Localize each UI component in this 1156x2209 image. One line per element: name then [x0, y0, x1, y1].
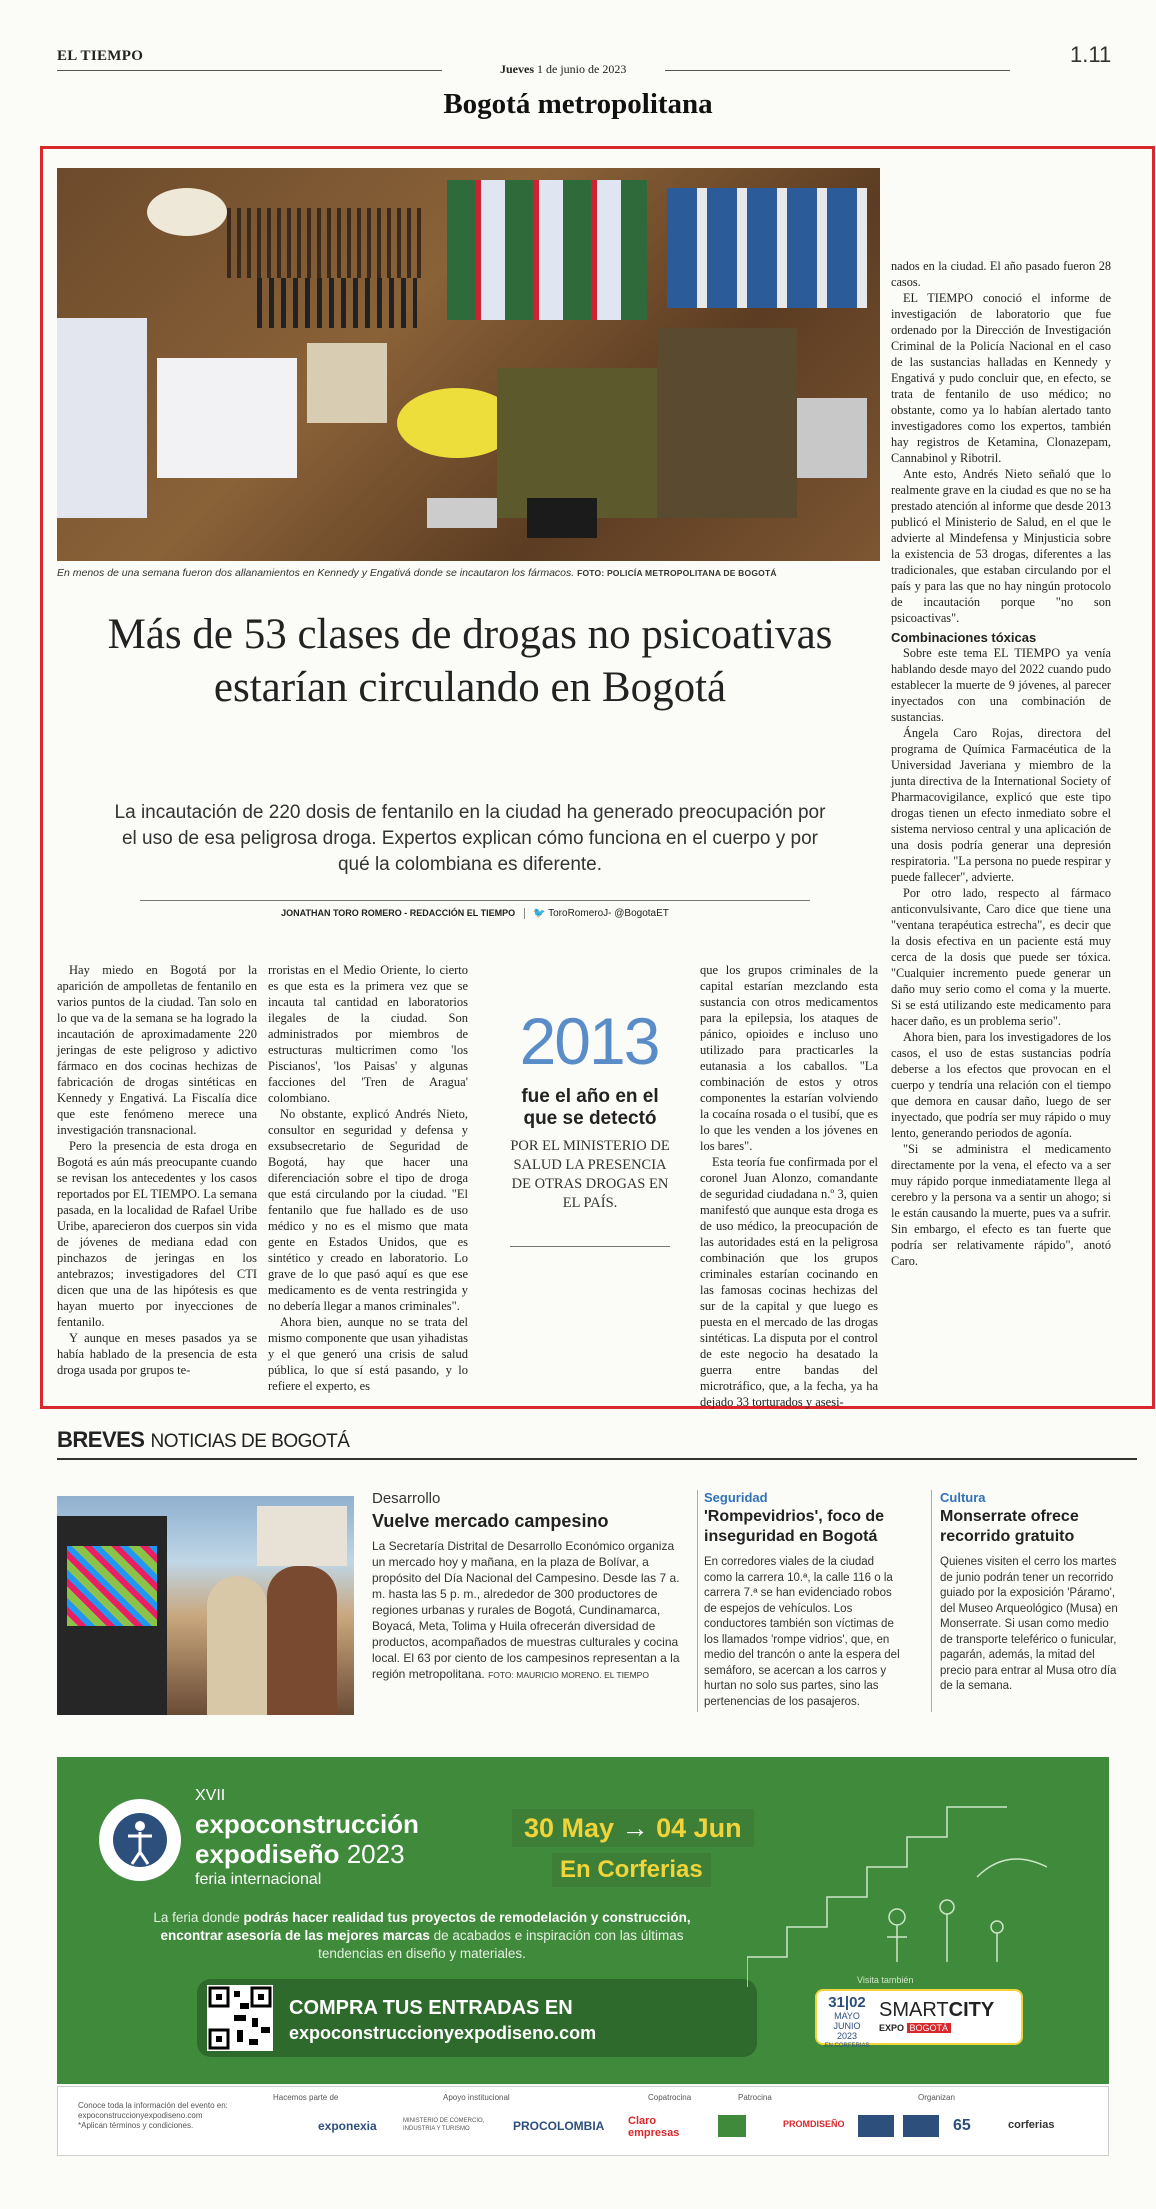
breve-title: 'Rompevidrios', foco de inseguridad en Bogotá — [704, 1508, 885, 1545]
breves-title: BREVES NOTICIAS DE BOGOTÁ — [57, 1427, 350, 1452]
ad-dates: 30 May → 04 Jun — [512, 1809, 754, 1847]
twitter-icon: 🐦 — [533, 908, 546, 919]
sponsor-label: Patrocina — [738, 2093, 772, 2102]
sponsor-logo-procolombia: PROCOLOMBIA — [513, 2119, 605, 2133]
breve-kicker: Desarrollo — [372, 1490, 441, 1507]
ad-url[interactable]: expoconstruccionyexpodiseno.com — [289, 2023, 597, 2043]
breve-title: Vuelve mercado campesino — [372, 1511, 609, 1531]
article-subhead: Combinaciones tóxicas — [891, 630, 1037, 645]
ad-venue: En Corferias — [552, 1853, 711, 1887]
header-rule-left — [57, 70, 442, 71]
pullquote-year: 2013 — [519, 1004, 659, 1078]
newspaper-brand: EL TIEMPO — [57, 48, 144, 64]
sponsor-label: Hacemos parte de — [273, 2093, 339, 2102]
sponsor-logo-claro: Claro empresas — [628, 2115, 680, 2139]
sponsor-logo-65: 65 — [953, 2117, 971, 2134]
sponsor-logo-mincomercio: MINISTERIO DE COMERCIO, INDUSTRIA Y TURISMO — [403, 2118, 485, 2132]
smartcity-pre: Visita también — [857, 1975, 914, 1985]
breve-desarrollo — [372, 1490, 687, 1683]
sponsor-label: Copatrocina — [648, 2093, 692, 2102]
article-headline: Más de 53 clases de drogas no psicoativas estarían circulando en Bogotá — [107, 611, 833, 711]
sponsor-logo-blue-1 — [858, 2115, 894, 2137]
article-column-2: rroristas en el Medio Oriente, lo cierto es que esta es la primera vez que se incauta tal cantidad en laboratorios ilegales de la ciudad. Son administrados por miembros de estructuras multicrimen como 'los Piscianos', 'los Paisas' y algunas facciones del 'Tren de Aragua' colombiano. No obstante, explicó Andrés Nieto, consultor en seguridad y defensa y exsubsecretario de Seguridad de Bogotá, hay que hacer una diferenciación sobre el tipo de droga que está circulando por la ciudad. "El fentanilo que fue hallado es de uso médico y no es el mismo que mata gente en Estados Unidos, que es sintético y creado en laboratorio. Lo grave de lo que pasó aquí es que ese medicamento es de venta restringida y no debería llegar a manos criminales". Ahora bien, aunque no se trata del mismo componente que usan yihadistas y el que generó una crisis de salud pública, lo que sí está pasando, y lo refiere el experto, es — [268, 963, 468, 1393]
photo-caption: En menos de una semana fueron dos allanamientos en Kennedy y Engativá donde se incautaron los fármacos. FOTO: POLICÍA METROPOLITANA DE BOGOTÁ — [57, 567, 777, 579]
breves-separator — [697, 1490, 698, 1712]
breve-body: Quienes visiten el cerro los martes de junio podrán tener un recorrido guiado por la exposición 'Páramo', del Museo Arqueológico (Musa) en Monserrate. Si usan como medio de transporte teleférico o funicular, pagarán, además, la mitad del precio para entrar al Musa otro día de la semana. — [940, 1556, 1118, 1692]
ad-name-1: expoconstrucción — [195, 1809, 419, 1839]
smartcity-expo: EXPO BOGOTÁ — [879, 2023, 951, 2033]
breves-photo — [57, 1496, 354, 1715]
sponsor-label: Apoyo institucional — [443, 2093, 510, 2102]
breve-title: Monserrate ofrece recorrido gratuito — [940, 1508, 1079, 1545]
article-column-4: nados en la ciudad. El año pasado fueron 28 casos. EL TIEMPO conoció el informe de investigación de laboratorio que fue ordenado por la Dirección de Investigación Criminal de la Policía Nacional en el caso de las sustancias halladas en Kennedy y Engativá y pudo concluir que, en efecto, se trata de fentanilo de uso médico; no obstante, como ya lo habían alertado tanto investigadores como los expertos, también hay registros de Ketamina, Clonazepam, Cannabinol y Ribotril. Ante esto, Andrés Nieto señaló que lo realmente grave en la ciudad es que no se ha prestado atención al informe que desde 2013 publicó el Ministerio de Salud, en el que le advierte al Mindefensa y Minjusticia sobre la existencia de 53 drogas, diferentes a las tradicionales, que estaban circulando por el país y para las que no hay ningún protocolo de incautación porque "no son psicoactivas". Combinaciones tóxicas Sobre este tema EL TIEMPO ya venía hablando desde mayo del 2022 cuando pudo establecer la muerte de 9 jóvenes, al parecer inyectados con una combinación de sustancias. Ángela Caro Rojas, directora del programa de Química Farmacéutica de la Universidad Javeriana y miembro de la junta directiva de la International Society of Pharmacovigilance, explicó que este tipo drogas tienen un efecto inmediato sobre el sistema nervioso central y una aplicación de una dosis podría generar una depresión respiratoria. "La persona no puede respirar y puede fallecer", advierte. Por otro lado, respecto al fármaco anticonvulsivante, Caro dice que tiene una "ventana terapéutica estrecha", es decir que la dosis efectiva en un paciente está muy cerca de la dosis que puede ser tóxica. "Cualquier incremento puede generar un daño muy serio como el coma y la muerte. Si se está utilizando este medicamento para hacer daño, es un problema serio". Ahora bien, para los investigadores de los casos, el uso de estas sustancias podría deberse a los efectos que provocan en el cuerpo y tendría una relación con el tiempo que demora en causar daño, luego de ser inyectado, que podría ser muy rápido o muy lento, generando periodos de agonía. "Si se administra el medicamento directamente por la vena, el efecto va a ser muy rápido porque inmediatamente llega al cerebro y la persona va a sentir un ahogo; si le están causando la muerte, pues va a sufrir. Sin embargo, el efecto es tan fuerte que podría ser relativamente rápido", anotó Caro. — [891, 259, 1111, 1268]
ad-pitch: La feria donde podrás hacer realidad tus proyectos de remodelación y construcción, encontrar asesoría de las mejores marcas de acabados e inspiración con las últimas tendencias en diseño y materiales. — [153, 1910, 691, 1961]
byline: JONATHAN TORO ROMERO - REDACCIÓN EL TIEMPO 🐦 ToroRomeroJ- @BogotaET — [281, 908, 669, 919]
sponsor-logo-blue-2 — [903, 2115, 939, 2137]
ad-cta-label: COMPRA TUS ENTRADAS EN — [289, 1997, 573, 2019]
pullquote-sub: POR EL MINISTERIO DE SALUD LA PRESENCIA DE OTRAS DROGAS EN EL PAÍS. — [510, 1138, 670, 1211]
breve-body: En corredores viales de la ciudad como la carrera 10.ª, la calle 116 o la carrera 7.ª se han evidenciado robos de espejos de vehículos. Los conductores también son víctimas de los llamados 'rompe vidrios', que, en medio del trancón o ante la espera del semáforo, se acercan a los carros y hurtan no solo sus partes, sino las pertenencias de los pasajeros. — [704, 1556, 900, 1708]
figure-logo-icon — [99, 1799, 181, 1881]
section-title: Bogotá metropolitana — [443, 88, 713, 120]
twitter-handle[interactable]: ToroRomeroJ- @BogotaET — [548, 908, 669, 919]
ad-line-art — [747, 1787, 1097, 1987]
ad-subtitle: feria internacional — [195, 1871, 322, 1888]
pullquote-bold: fue el año en el que se detectó — [521, 1086, 659, 1129]
expoconstruccion-ad[interactable] — [57, 1757, 1109, 2084]
breve-kicker: Cultura — [940, 1490, 986, 1505]
article-photo — [57, 168, 880, 561]
photo-credit: FOTO: POLICÍA METROPOLITANA DE BOGOTÁ — [577, 568, 777, 578]
pullquote-rule — [510, 1246, 670, 1247]
breve-seguridad — [704, 1490, 904, 1710]
smartcity-logo: SMARTCITY — [879, 1999, 995, 2021]
ad-name-2: expodiseño 2023 — [195, 1839, 405, 1869]
sponsor-logo-corferias: corferias — [1008, 2119, 1055, 2131]
sponsor-note: Conoce toda la información del evento en: expoconstruccionyexpodiseno.com *Aplican términos y condiciones. — [78, 2101, 228, 2130]
ad-edition: XVII — [195, 1787, 226, 1804]
article-deck: La incautación de 220 dosis de fentanilo en la ciudad ha generado preocupación por el uso de esa peligrosa droga. Expertos explican cómo funciona en el cuerpo y por qué la colombiana es diferente. — [114, 802, 826, 875]
breves-separator — [931, 1490, 932, 1712]
breve-kicker: Seguridad — [704, 1490, 768, 1505]
header-rule-right — [665, 70, 1010, 71]
breve-body: La Secretaría Distrital de Desarrollo Económico organiza un mercado hoy y mañana, en la plaza de Bolívar, a propósito del Día Nacional del Campesino. Desde las 7 a. m. hasta las 5 p. m., alrededor de 300 productores de regiones urbanas y rurales de Bogotá, Cundinamarca, Boyacá, Meta, Tolima y Huila ofrecerán diversidad de productos, acompañados de muestras culturales y cocina local. El 63 por ciento de los campesinos representan a la región metropolitana. FOTO: MAURICIO MORENO. EL TIEMPO — [372, 1539, 680, 1681]
byline-rule — [140, 900, 810, 901]
breve-cultura — [940, 1490, 1120, 1695]
qr-code-icon[interactable] — [207, 1985, 273, 2051]
issue-date: Jueves 1 de junio de 2023 — [500, 62, 627, 76]
page-number: 1.11 — [1070, 42, 1112, 67]
sponsor-logo-promdiseno: PROMDISEÑO — [783, 2119, 845, 2129]
article-column-3: que los grupos criminales de la capital estarían mezclando esta sustancia con otros medicamentos para la epilepsia, los ataques de pánico, opioides e incluso uno utilizado para practicarles la eutanasia a los caballos. "La combinación de estos y otros componentes la estarían volviendo la cocaína rosada o el tusibí, que es lo que les venden a los jóvenes en los bares". Esta teoría fue confirmada por el coronel Juan Alonzo, comandante de seguridad ciudadana n.º 3, quien manifestó que aunque esta droga es de uso médico, la preocupación de las autoridades está en la peligrosa combinación que los grupos criminales estarían cocinando en las famosas cocinas hechizas del sur de la capital y que luego es puesta en el mercado de las drogas sintéticas. La disputa por el control de este negocio ha desatado la guerra entre bandas del microtráfico, que, a la fecha, ya ha dejado 33 torturados y asesi- — [700, 963, 878, 1409]
sponsor-logo-green — [718, 2115, 746, 2137]
article-column-1: Hay miedo en Bogotá por la aparición de ampolletas de fentanilo en varios puntos de la ciudad. Tan solo en lo que va de la semana se ha logrado la incautación de aproximadamente 220 jeringas de este peligroso y adictivo fármaco en dos cocinas hechizas de fabricación de drogas sintéticas en Kennedy y Engativá. La Fiscalía dice que este fenómeno merece una investigación transnacional. Pero la presencia de esta droga en Bogotá es aún más preocupante cuando se revisan los antecedentes y los casos reportados por EL TIEMPO. La semana pasada, en la localidad de Rafael Uribe Uribe, aparecieron dos cuerpos sin vida de jóvenes de mediana edad con pinchazos de jeringas en los antebrazos; investigadores del CTI dicen que una de las hipótesis es que hayan muerto por inyecciones de fentanilo. Y aunque en meses pasados ya se había hablado de la presencia de esta droga usada por grupos te- — [57, 963, 257, 1377]
breves-rule — [57, 1458, 1137, 1460]
sponsor-label: Organizan — [918, 2093, 955, 2102]
sponsor-strip — [57, 2086, 1109, 2156]
smartcity-dates: 31|02 MAYO JUNIO 2023 EN CORFERIAS — [824, 1994, 870, 2049]
sponsor-logo-exponexia: exponexia — [318, 2119, 377, 2133]
